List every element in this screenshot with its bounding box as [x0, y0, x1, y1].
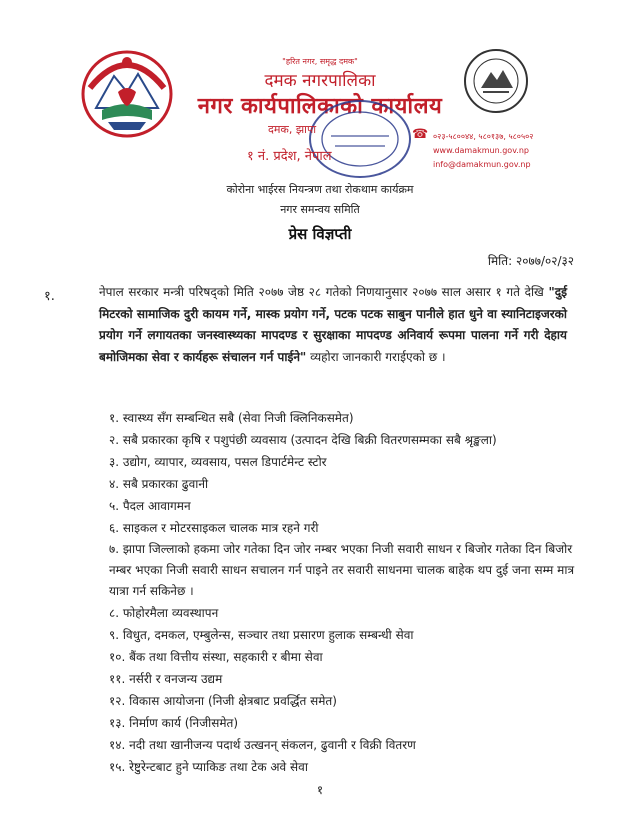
- programme-name: कोरोना भाईरस नियन्त्रण तथा रोकथाम कार्यक्रम: [226, 183, 414, 196]
- phone-icon: ☎: [412, 127, 429, 142]
- list-item: १५. रेष्टुरेन्टबाट हुने प्याकिङ तथा टेक अवे सेवा: [109, 760, 308, 774]
- list-item: १२. विकास आयोजना (निजी क्षेत्रबाट प्रवर्द्धित समेत): [109, 694, 337, 708]
- paragraph-intro: नेपाल सरकार मन्त्री परिषद्को मिति २०७७ जेष्ठ २८ गतेको निणयानुसार २०७७ साल असार १ गते देखि: [99, 285, 549, 299]
- contact-info: [433, 130, 533, 172]
- list-item: १३. निर्माण कार्य (निजीसमेत): [109, 716, 239, 730]
- list-item: १०. बैंक तथा वित्तीय संस्था, सहकारी र बीमा सेवा: [109, 650, 323, 664]
- committee-name: नगर समन्वय समिति: [280, 203, 360, 216]
- document-date: मिति: २०७७/०२/३२: [487, 254, 574, 268]
- phone-number: ०२३-५८००४४, ५८०१३७, ५८०५०२: [433, 132, 534, 141]
- list-item: ९. विधुत, दमकल, एम्बुलेन्स, सञ्चार तथा प्रसारण हुलाक सम्बन्धी सेवा: [109, 628, 414, 642]
- address-line-1: दमक, झापा: [268, 123, 317, 136]
- main-paragraph: [99, 282, 567, 368]
- list-item: २. सबै प्रकारका कृषि र पशुपंछी व्यवसाय (उत्पादन देखि बिक्री वितरणसम्मका सबै श्रृङ्खला): [109, 433, 497, 447]
- page-number: १: [316, 783, 324, 797]
- municipality-seal-icon: [463, 48, 529, 114]
- list-item: ६. साइकल र मोटरसाइकल चालक मात्र रहने गरी: [109, 521, 319, 535]
- document-title: प्रेस विज्ञप्ती: [288, 225, 352, 243]
- website-link[interactable]: www.damakmun.gov.np: [433, 146, 529, 155]
- paragraph-bold-text: "दुई मिटरको सामाजिक दुरी कायम गर्ने, मास्क प्रयोग गर्ने, पटक पटक साबुन पानीले हात धुने वा स्यानिटाइजरको प्रयोग गर्ने लगायतका जनस्वास्थ्यका मापदण्ड र सुरक्षाका मापदण्ड अनिवार्य रूपमा पालना गर्ने गरी देहाय बमोजिमका सेवा र कार्यहरू संचालन गर्न पाईने": [99, 285, 567, 364]
- paragraph-end: व्यहोरा जानकारी गराईएको छ ।: [306, 349, 446, 364]
- list-item: ११. नर्सरी र वनजन्य उद्यम: [109, 672, 223, 686]
- municipality-name: दमक नगरपालिका: [264, 71, 376, 91]
- permitted-services-list: [109, 407, 589, 778]
- list-item: १४. नदी तथा खानीजन्य पदार्थ उत्खनन् संकलन, ढुवानी र विक्री वितरण: [109, 738, 416, 752]
- slogan: "हरित नगर, समृद्ध दमक": [282, 57, 358, 66]
- office-name: नगर कार्यपालिकाको कार्यालय: [197, 94, 443, 119]
- list-item: ५. पैदल आवागमन: [109, 499, 191, 513]
- email-link[interactable]: info@damakmun.gov.np: [433, 160, 531, 169]
- list-item: ७. झापा जिल्लाको हकमा जोर गतेका दिन जोर नम्बर भएका निजी सवारी साधन र बिजोर गतेका दिन बिजोर नम्बर भएका निजी सवारी साधन सचालन गर्न पाइने तर सवारी साधनमा चालक बाहेक थप दुई जना सम्म मात्र यात्रा गर्न सकिनेछ ।: [109, 542, 575, 598]
- list-item: ८. फोहोरमैला व्यवस्थापन: [109, 606, 219, 620]
- list-item: ४. सबै प्रकारका ढुवानी: [109, 477, 209, 491]
- office-stamp-icon: [305, 96, 415, 182]
- list-item: १. स्वास्थ्य सँग सम्बन्धित सबै (सेवा निजी क्लिनिकसमेत): [109, 411, 354, 425]
- list-item: ३. उद्योग, व्यापार, व्यवसाय, पसल डिपार्टमेन्ट स्टोर: [109, 455, 327, 469]
- address-line-2: १ नं. प्रदेश, नेपाल: [247, 149, 332, 164]
- section-number: १.: [44, 289, 55, 304]
